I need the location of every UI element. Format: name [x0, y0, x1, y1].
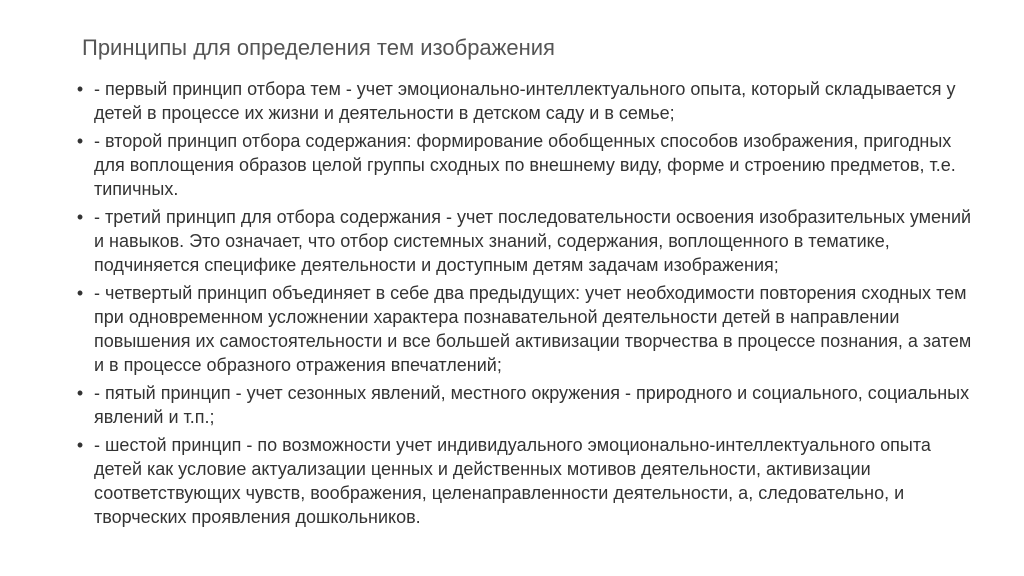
- list-item-text: - шестой принцип - по возможности учет индивидуального эмоционально-интеллектуального опыта детей как условие актуализации ценных и действенных мотивов деятельности, активизации соответствующих чувств, воображения, целенаправленности деятельности, а, следовательно, и творческих проявления дошкольников.: [94, 435, 931, 527]
- list-item-text: - пятый принцип - учет сезонных явлений, местного окружения - природного и социального, социальных явлений и т.п.;: [94, 383, 970, 427]
- principles-list: [74, 77, 974, 533]
- bullet-icon: •: [76, 79, 84, 99]
- list-item: [74, 281, 974, 377]
- list-item: [74, 433, 974, 529]
- bullet-icon: •: [76, 207, 84, 227]
- list-item: [74, 205, 974, 277]
- list-item: [74, 129, 974, 201]
- bullet-icon: •: [76, 435, 84, 455]
- list-item-text: - первый принцип отбора тем - учет эмоционально-интеллектуального опыта, который складывается у детей в процессе их жизни и деятельности в детском саду и в семье;: [94, 79, 956, 123]
- list-item-text: - третий принцип для отбора содержания - учет последовательности освоения изобразительных умений и навыков. Это означает, что отбор системных знаний, содержания, воплощенного в тематике, подчиняется специфике деятельности и доступным детям задачам изображения;: [94, 207, 972, 275]
- list-item-text: - второй принцип отбора содержания: формирование обобщенных способов изображения, пригодных для воплощения образов целой группы сходных по внешнему виду, форме и строению предметов, т.е. типичных.: [94, 131, 956, 199]
- list-item: [74, 77, 974, 125]
- list-item: [74, 381, 974, 429]
- bullet-icon: •: [76, 283, 84, 303]
- list-item-text: - четвертый принцип объединяет в себе два предыдущих: учет необходимости повторения сходных тем при одновременном усложнении характера познавательной деятельности детей в направлении повышения их самостоятельности и все большей активизации творчества в процессе познания, а затем и в процессе образного отражения впечатлений;: [94, 283, 972, 375]
- bullet-icon: •: [76, 383, 84, 403]
- slide-title: Принципы для определения тем изображения: [82, 35, 555, 60]
- bullet-icon: •: [76, 131, 84, 151]
